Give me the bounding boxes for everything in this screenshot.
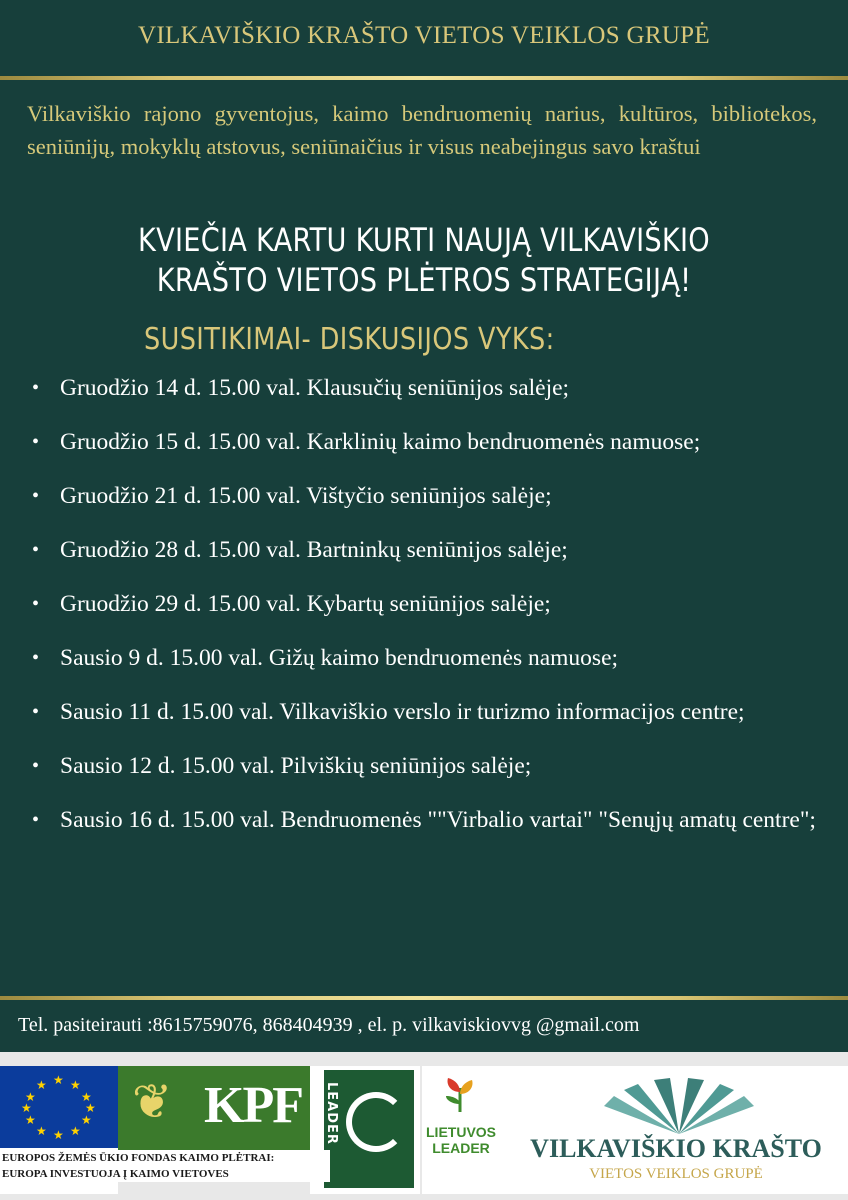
event-item xyxy=(30,584,820,624)
events-list xyxy=(30,368,820,854)
top-divider xyxy=(0,76,848,80)
event-item xyxy=(30,638,820,678)
lietuvos-leader-logo xyxy=(422,1066,500,1194)
bullet-icon: • xyxy=(32,485,40,507)
contact-info: Tel. pasiteirauti :8615759076, 868404939 , el. p. vilkaviskiovvg @gmail.com xyxy=(18,1014,640,1036)
eu-flag-icon: ★ ★ ★ ★ ★ ★ ★ ★ ★ ★ ★ ★ xyxy=(0,1066,118,1148)
org-title: VILKAVIŠKIO KRAŠTO VIETOS VEIKLOS GRUPĖ xyxy=(138,22,710,49)
eu-caption-line-2: EUROPA INVESTUOJA Į KAIMO VIETOVES xyxy=(2,1168,229,1180)
bullet-icon: • xyxy=(32,647,40,669)
bullet-icon: • xyxy=(32,539,40,561)
bullet-icon: • xyxy=(32,755,40,777)
vvg-subtitle: VIETOS VEIKLOS GRUPĖ xyxy=(589,1166,763,1182)
vvg-title: VILKAVIŠKIO KRAŠTO xyxy=(530,1134,822,1163)
leader-box xyxy=(324,1070,414,1188)
event-text: Sausio 9 d. 15.00 val. Gižų kaimo bendruomenės namuose; xyxy=(60,645,619,671)
eu-caption xyxy=(0,1150,330,1182)
leader-circle-icon xyxy=(346,1092,406,1152)
intro-text: Vilkaviškio rajono gyventojus, kaimo bendruomenių narius, kultūros, bibliotekos, seniūnijų, mokyklų atstovus, seniūnaičius ir visus neabejingus savo kraštui xyxy=(27,101,817,159)
event-item xyxy=(30,368,820,408)
event-item xyxy=(30,746,820,786)
leader-word: LEADER xyxy=(324,1082,339,1145)
event-text: Gruodžio 28 d. 15.00 val. Bartninkų seniūnijos salėje; xyxy=(60,537,568,563)
headline-line-1: KVIEČIA KARTU KURTI NAUJĄ VILKAVIŠKIO xyxy=(138,221,710,259)
event-text: Sausio 11 d. 15.00 val. Vilkaviškio verslo ir turizmo informacijos centre; xyxy=(60,699,745,725)
event-text: Sausio 12 d. 15.00 val. Pilviškių seniūnijos salėje; xyxy=(60,753,532,779)
event-item xyxy=(30,422,820,462)
event-item xyxy=(30,530,820,570)
event-item xyxy=(30,692,820,732)
headline xyxy=(64,220,785,300)
meetings-subheading: SUSITIKIMAI- DISKUSIJOS VYKS: xyxy=(144,322,555,357)
lt-leader-line-1: LIETUVOS xyxy=(426,1124,497,1140)
lt-leader-line-2: LEADER xyxy=(432,1140,490,1156)
book-arc-icon xyxy=(594,1076,764,1136)
event-item xyxy=(30,476,820,516)
event-text: Gruodžio 14 d. 15.00 val. Klausučių seniūnijos salėje; xyxy=(60,375,570,401)
event-item xyxy=(30,800,820,840)
event-text: Sausio 16 d. 15.00 val. Bendruomenės ""Virbalio vartai" "Senųjų amatų centre"; xyxy=(60,807,816,833)
event-text: Gruodžio 21 d. 15.00 val. Vištyčio seniūnijos salėje; xyxy=(60,483,552,509)
event-text: Gruodžio 29 d. 15.00 val. Kybartų seniūnijos salėje; xyxy=(60,591,551,617)
bullet-icon: • xyxy=(32,431,40,453)
bullet-icon: • xyxy=(32,809,40,831)
event-text: Gruodžio 15 d. 15.00 val. Karklinių kaimo bendruomenės namuose; xyxy=(60,429,701,455)
bottom-divider xyxy=(0,996,848,1000)
vvg-logo xyxy=(500,1066,848,1194)
bullet-icon: • xyxy=(32,377,40,399)
lietuvos-leader-text xyxy=(426,1124,496,1156)
eu-caption-line-1: EUROPOS ŽEMĖS ŪKIO FONDAS KAIMO PLĖTRAI: xyxy=(2,1152,275,1164)
bullet-icon: • xyxy=(32,701,40,723)
wheat-icon: ❦ xyxy=(132,1074,173,1130)
sprout-icon xyxy=(440,1074,480,1114)
headline-line-2: KRAŠTO VIETOS PLĖTROS STRATEGIJĄ! xyxy=(156,261,692,299)
kpf-text: KPF xyxy=(204,1077,302,1134)
bullet-icon: • xyxy=(32,593,40,615)
kpf-logo xyxy=(118,1066,310,1150)
